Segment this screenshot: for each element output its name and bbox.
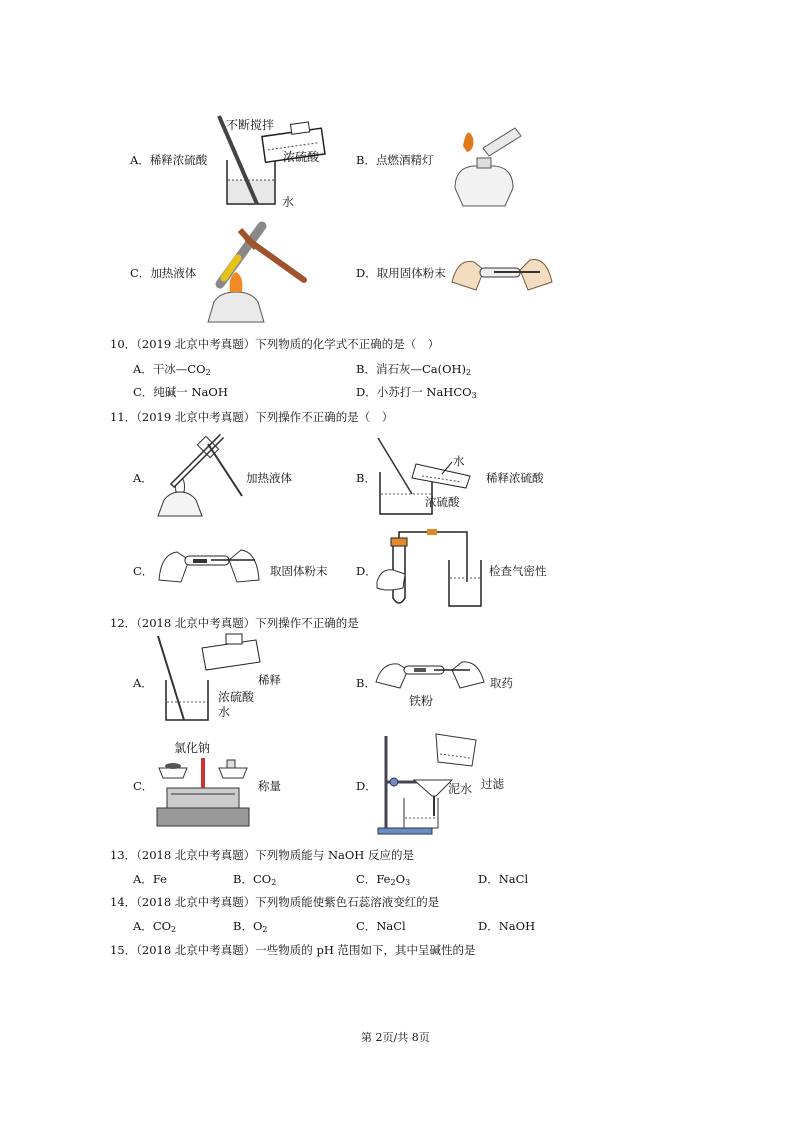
q15-stem: 15．（2018 北京中考真题）一些物质的 pH 范围如下，其中呈碱性的是 bbox=[110, 943, 476, 957]
option-letter: C． bbox=[133, 385, 154, 399]
q14-option-a bbox=[133, 918, 176, 934]
option-letter: C． bbox=[130, 266, 151, 280]
option-text: Fe bbox=[152, 872, 167, 886]
option-text: 干冰—CO bbox=[152, 362, 206, 376]
option-text: NaCl bbox=[376, 919, 406, 933]
option-text: NaCl bbox=[498, 872, 529, 886]
q11-option-a-letter: A． bbox=[133, 471, 153, 485]
option-letter: C． bbox=[356, 919, 377, 933]
q12-stem: 12．（2018 北京中考真题）下列操作不正确的是 bbox=[110, 616, 359, 630]
q10-option-b bbox=[356, 361, 471, 377]
light-alcohol-lamp-figure bbox=[445, 118, 525, 210]
label-dilute: 稀释 bbox=[258, 673, 281, 687]
option-letter: D． bbox=[478, 872, 499, 886]
subscript: 2 bbox=[271, 878, 277, 887]
option-text: O bbox=[252, 919, 263, 933]
q11-option-d-text: 检查气密性 bbox=[489, 564, 547, 578]
option-letter: B． bbox=[233, 872, 253, 886]
q12-option-a-letter: A． bbox=[133, 676, 153, 690]
heat-liquid-figure-9c bbox=[200, 218, 310, 326]
label-conc-acid: 浓硫酸 bbox=[218, 690, 255, 704]
subscript: 3 bbox=[471, 391, 477, 400]
option-text: 消石灰—Ca(OH) bbox=[375, 362, 467, 376]
q12-option-b-text: 取药 bbox=[490, 676, 513, 690]
subscript: 2 bbox=[466, 368, 472, 377]
q10-option-d bbox=[356, 384, 477, 400]
option-text: Fe bbox=[376, 872, 391, 886]
option-letter: A． bbox=[133, 362, 153, 376]
q14-stem: 14．（2018 北京中考真题）下列物质能使紫色石蕊溶液变红的是 bbox=[110, 895, 440, 909]
option-text: CO bbox=[152, 919, 172, 933]
option-letter: C． bbox=[356, 872, 377, 886]
option-text: 纯碱一 NaOH bbox=[153, 385, 228, 399]
q9-option-a bbox=[130, 152, 207, 168]
q11-option-c-text: 取固体粉末 bbox=[270, 564, 328, 578]
q9-option-d bbox=[356, 265, 446, 281]
label-iron-powder: 铁粉 bbox=[409, 694, 434, 708]
q9-option-c bbox=[130, 265, 196, 281]
q13-option-d bbox=[478, 871, 528, 887]
option-letter: A． bbox=[133, 872, 153, 886]
label-water: 水 bbox=[218, 705, 231, 719]
option-text: NaOH bbox=[498, 919, 536, 933]
label-muddy-water: 泥水 bbox=[448, 782, 473, 796]
q12-option-d-text: 过滤 bbox=[481, 777, 504, 791]
q10-option-a bbox=[133, 361, 211, 377]
q14-option-c bbox=[356, 918, 406, 934]
q9-option-b bbox=[356, 152, 433, 168]
label-water: 水 bbox=[282, 195, 295, 209]
option-letter: D． bbox=[356, 385, 377, 399]
q10-stem: 10．（2019 北京中考真题）下列物质的化学式不正确的是（ ） bbox=[110, 337, 440, 351]
q14-option-d bbox=[478, 918, 535, 934]
option-letter: D． bbox=[356, 266, 377, 280]
label-conc-acid: 浓硫酸 bbox=[283, 150, 320, 164]
subscript: 2 bbox=[262, 925, 268, 934]
q12-option-d-letter: D． bbox=[356, 779, 377, 793]
take-reagent-figure-12b bbox=[374, 652, 486, 692]
option-text: 小苏打一 NaHCO bbox=[376, 385, 472, 399]
option-letter: A． bbox=[130, 153, 150, 167]
subscript: 2 bbox=[205, 368, 211, 377]
option-text: 点燃酒精灯 bbox=[375, 153, 434, 167]
option-text: CO bbox=[252, 872, 272, 886]
page-footer: 第 2页/共 8页 bbox=[361, 1031, 430, 1044]
heat-liquid-figure-11a bbox=[150, 430, 250, 522]
label-water: 水 bbox=[453, 454, 465, 468]
option-text: O bbox=[395, 872, 405, 886]
option-text: 稀释浓硫酸 bbox=[149, 153, 208, 167]
option-letter: B． bbox=[356, 153, 376, 167]
subscript: 3 bbox=[405, 878, 411, 887]
q11-option-b-text: 稀释浓硫酸 bbox=[486, 471, 544, 485]
q11-option-d-letter: D． bbox=[356, 564, 377, 578]
q13-option-b bbox=[233, 871, 276, 887]
option-letter: B． bbox=[233, 919, 253, 933]
q12-option-c-text: 称量 bbox=[258, 779, 281, 793]
label-stir: 不断搅拌 bbox=[226, 118, 275, 132]
label-conc-acid: 浓硫酸 bbox=[425, 495, 460, 509]
label-sodium-chloride: 氯化钠 bbox=[174, 741, 211, 755]
subscript: 2 bbox=[171, 925, 177, 934]
q10-option-c bbox=[133, 384, 228, 400]
q12-option-c-letter: C． bbox=[133, 779, 154, 793]
q11-option-b-letter: B． bbox=[356, 471, 376, 485]
take-solid-powder-figure-9d bbox=[450, 252, 555, 294]
subscript: 2 bbox=[390, 878, 396, 887]
option-text: 加热液体 bbox=[150, 266, 197, 280]
q13-option-a bbox=[133, 871, 167, 887]
take-solid-powder-figure-11c bbox=[155, 540, 265, 590]
q11-stem: 11．（2019 北京中考真题）下列操作不正确的是（ ） bbox=[110, 410, 394, 424]
dilute-figure-12a bbox=[150, 632, 262, 724]
option-text: 取用固体粉末 bbox=[376, 266, 446, 280]
q13-option-c bbox=[356, 871, 410, 887]
option-letter: D． bbox=[478, 919, 499, 933]
q11-option-c-letter: C． bbox=[133, 564, 154, 578]
q14-option-b bbox=[233, 918, 267, 934]
weighing-balance-figure bbox=[153, 752, 253, 828]
check-airtightness-figure bbox=[375, 528, 485, 610]
option-letter: B． bbox=[356, 362, 376, 376]
q12-option-b-letter: B． bbox=[356, 676, 376, 690]
q13-stem: 13．（2018 北京中考真题）下列物质能与 NaOH 反应的是 bbox=[110, 848, 414, 862]
q11-option-a-text: 加热液体 bbox=[246, 471, 292, 485]
option-letter: A． bbox=[133, 919, 153, 933]
